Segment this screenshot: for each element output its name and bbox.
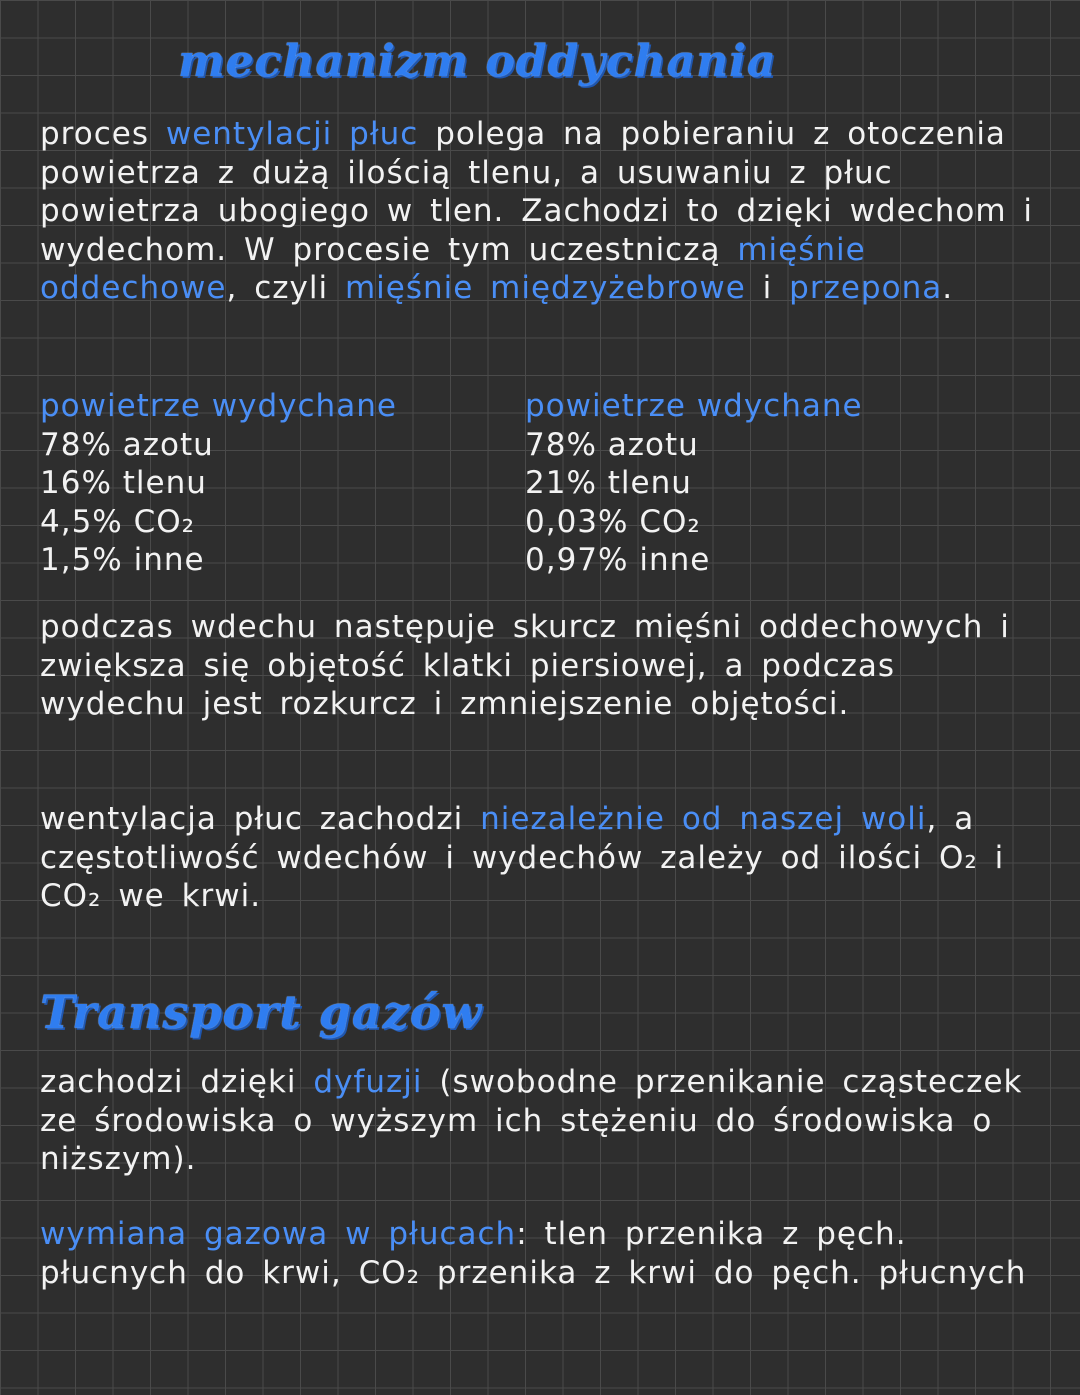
- section-title-gas-transport: Transport gazów: [40, 985, 482, 1039]
- exhaled-row: 16% tlenu: [40, 465, 207, 501]
- inhaled-row: 78% azotu: [525, 426, 699, 463]
- transport-text-1: zachodzi dzięki: [40, 1064, 314, 1100]
- exhaled-air-title: powietrze wydychane: [40, 388, 397, 424]
- ventilation-paragraph: [40, 800, 1050, 916]
- intro-paragraph: [40, 115, 1050, 308]
- term-intercostal-muscles: mięśnie międzyżebrowe: [344, 270, 746, 306]
- intro-text-3: , czyli: [226, 270, 345, 306]
- term-independent-of-will: niezależnie od naszej woli: [480, 801, 927, 837]
- inhaled-row: 21% tlenu: [525, 465, 692, 501]
- breathing-paragraph: podczas wdechu następuje skurcz mięśni oddechowych i zwiększa się objętość klatki piersiowej, a podczas wydechu jest rozkurcz i zmniejszenie objętości.: [40, 609, 1010, 722]
- inhaled-row: 0,97% inne: [525, 542, 711, 578]
- transport-paragraph: [40, 1063, 1050, 1179]
- page-title: mechanizm oddychania: [178, 36, 777, 87]
- exhaled-row: 4,5% CO₂: [40, 503, 196, 540]
- term-respiratory-muscles: mięśnie oddechowe: [40, 231, 866, 306]
- term-ventilation: wentylacji płuc: [165, 116, 419, 152]
- inhaled-row: 0,03% CO₂: [525, 503, 701, 540]
- intro-text-1: proces: [40, 116, 166, 152]
- term-gas-exchange: wymiana gazowa w płucach: [40, 1216, 517, 1252]
- gas-exchange-paragraph: [40, 1215, 1050, 1292]
- exhaled-row: 78% azotu: [40, 426, 214, 463]
- ventilation-text-2: , a częstotliwość wdechów i wydechów zależy od ilości O₂ i CO₂ we krwi.: [40, 801, 1005, 914]
- inhaled-air-title: powietrze wdychane: [525, 388, 863, 424]
- exhaled-row: 1,5% inne: [40, 542, 205, 578]
- transport-text-2: (swobodne przenikanie cząsteczek ze środowiska o wyższym ich stężeniu do środowiska o niższym).: [40, 1064, 1023, 1177]
- term-diffusion: dyfuzji: [313, 1064, 423, 1100]
- gas-exchange-text: : tlen przenika z pęch. płucnych do krwi, CO₂ przenika z krwi do pęch. płucnych: [40, 1216, 1027, 1291]
- ventilation-text-1: wentylacja płuc zachodzi: [40, 801, 481, 837]
- intro-text-2: polega na pobieraniu z otoczenia powietrza z dużą ilością tlenu, a usuwaniu z płuc powietrza ubogiego w tlen. Zachodzi to dzięki wdechom i wydechom. W procesie tym uczestniczą: [40, 116, 1034, 268]
- exhaled-air-column: [40, 387, 480, 580]
- inhaled-air-column: [525, 387, 965, 580]
- intro-text-5: .: [942, 270, 954, 306]
- intro-text-4: i: [745, 270, 790, 306]
- term-diaphragm: przepona: [789, 270, 943, 306]
